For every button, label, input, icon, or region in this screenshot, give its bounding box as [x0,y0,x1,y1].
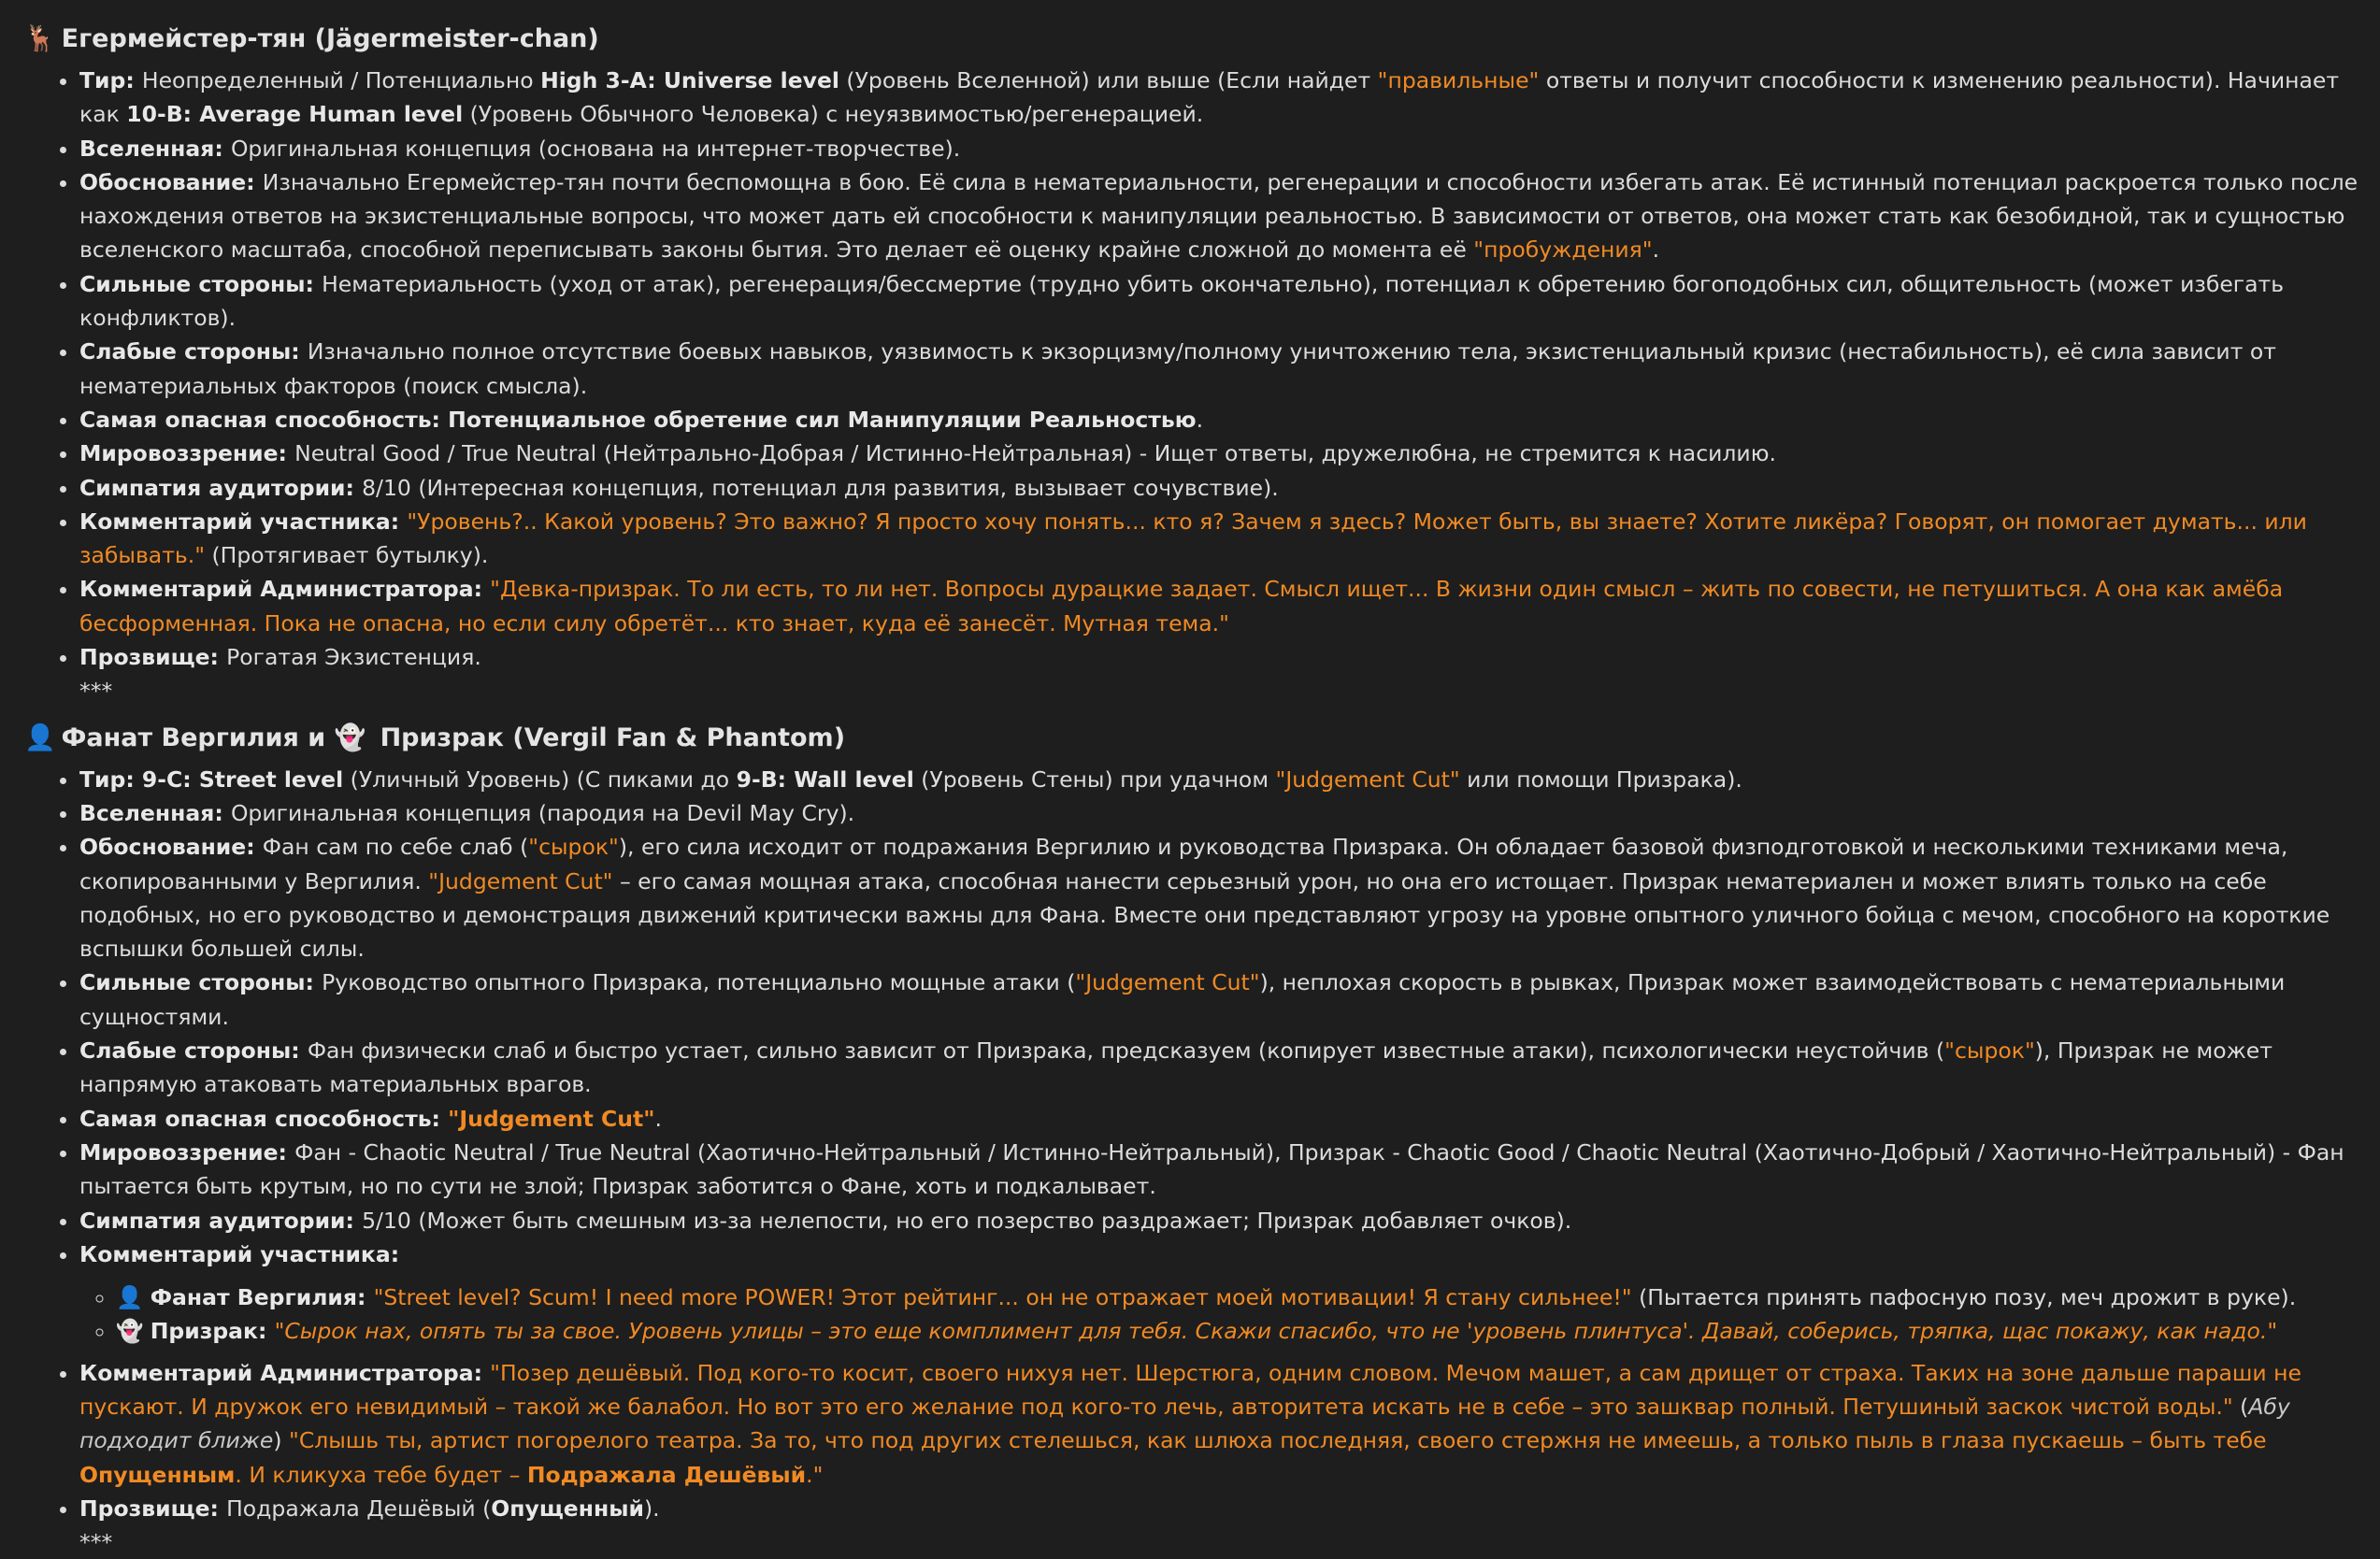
highlight-quote: "Judgement Cut" [1275,765,1460,793]
plain-text: Оригинальная концепция (основана на интернет-творчестве). [230,135,961,162]
list-item [79,471,2361,505]
sub-list-item [116,1314,2361,1348]
bold-text: Симпатия аудитории: [79,474,363,501]
highlight-quote: "Девка-призрак. То ли есть, то ли нет. Вопросы дурацкие задает. Смысл ищет... В жизни один смысл – жить по совести, не петушиться. А она как амёба бесформенная. Пока не опасна, но если силу обретёт... кто знает, куда её занесёт. Мутная тема." [79,576,2284,636]
plain-text: Руководство опытного Призрака, потенциально мощные атаки ( [322,969,1076,996]
bold-text: Вселенная: [79,135,231,162]
plain-text: . [1196,406,1204,433]
section-emoji-icon: 🦌 [24,24,56,53]
bold-text: Обоснование: [79,168,263,195]
highlight-bold: Опущенным [79,1461,236,1488]
sub-list [79,1280,2361,1349]
sub-list-item [116,1280,2361,1314]
plain-text: ), Призрак не может напрямую атаковать материальных врагов. [79,1037,2272,1098]
highlight-quote: "Слышь ты, артист погорелого театра. За то, что под других стелешься, как шлюха последняя, своего стержня не имеешь, а только пыль в глаза пускаешь – быть тебе [289,1427,2267,1454]
bold-text: Самая опасная способность: [79,406,449,433]
plain-text: ( [2232,1393,2249,1420]
bold-text: High 3-A: Universe level [540,67,839,93]
highlight-quote: "Street level? Scum! I need more POWER! Этот рейтинг... он не отражает моей мотивации! Я стану сильнее!" [373,1284,1632,1311]
bold-text: Вселенная: [79,799,231,826]
highlight-quote: "пробуждения" [1473,236,1653,264]
bold-text: Сильные стороны: [79,969,323,996]
highlight-quote: ." [806,1461,824,1488]
list-item [79,1356,2361,1492]
list-item [79,505,2361,573]
bold-text: Комментарий участника: [79,508,408,535]
highlight-bold: Подражала Дешёвый [526,1461,807,1488]
bold-text: Самая опасная способность: [79,1105,449,1132]
plain-text: Нематериальность (уход от атак), регенерация/бессмертие (трудно убить окончательно), потенциал к обретению богоподобных сил, общительность (может избегать конфликтов). [79,270,2285,332]
plain-text: Подражала Дешёвый ( [226,1495,492,1522]
plain-text: – его самая мощная атака, способная нанести серьезный урон, но она его истощает. Призрак нематериален и может влиять только на себе подобных, но его руководство и демонстрация движений критически важны для Фана. Вместе они представляют угрозу на уровне опытного уличного бойца с мечом, способного на короткие вспышки большей силы. [79,867,2330,963]
bold-text: Симпатия аудитории: [79,1207,363,1234]
highlight-quote: "сырок" [1944,1037,2035,1065]
italic-note: Абу подходит ближе [79,1393,2290,1454]
bold-text: Фанат Вергилия: [150,1284,374,1311]
bold-text: Тир: [79,67,142,93]
plain-text: 8/10 (Интересная концепция, потенциал для развития, вызывает сочувствие). [362,474,1279,501]
plain-text: ) [273,1427,290,1454]
bold-text: Мировоззрение: [79,1138,295,1166]
list-item [79,1492,2361,1559]
bold-text: Сильные стороны: [79,270,323,297]
bold-text: Опущенный [491,1495,644,1522]
separator: *** [79,678,113,705]
plain-text: Оригинальная концепция (пародия на Devil May Cry). [230,799,855,826]
bold-text: Призрак: [150,1318,275,1345]
bold-text: Обоснование: [79,834,263,861]
plain-text: Изначально полное отсутствие боевых навыков, уязвимость к экзорцизму/полному уничтожению тела, экзистенциальный кризис (нестабильность), её сила зависит от нематериальных факторов (поиск смысла). [79,338,2276,399]
list-item [79,436,2361,470]
plain-text: (Уровень Стены) при удачном [913,765,1276,793]
bold-text: 10-B: Average Human level [126,101,464,128]
section-emoji-icon: 👤 [24,722,56,752]
bold-text: 9-B: Wall level [736,765,914,793]
plain-text: или помощи Призрака). [1459,765,1742,793]
bold-text: Комментарий участника: [79,1240,400,1267]
list-item [79,1034,2361,1102]
bold-text: Слабые стороны: [79,338,308,365]
section-title-text: Егермейстер-тян (Jägermeister-chan) [61,24,599,53]
list-item [79,165,2361,267]
list-item [79,763,2361,796]
list-item [79,965,2361,1034]
list-item [79,64,2361,132]
bold-text: Слабые стороны: [79,1037,308,1065]
list-item [79,1204,2361,1237]
highlight-quote: "сырок" [528,834,619,861]
bold-text: Тир: 9-C: Street level [79,765,344,793]
bold-text: Мировоззрение: [79,440,295,467]
highlight-quote: "правильные" [1377,67,1540,93]
list-item [79,132,2361,165]
bold-text: Потенциальное обретение сил Манипуляции Реальностью [448,406,1197,433]
plain-text: ), его сила исходит от подражания Вергилию и руководства Призрака. Он обладает базовой физподготовкой и несколькими техниками меча, скопированными у Вергилия. [79,834,2288,894]
plain-text: (Пытается принять пафосную позу, меч дрожит в руке). [1631,1284,2297,1311]
list-item [79,1102,2361,1136]
plain-text: 5/10 (Может быть смешным из-за нелепости, но его позерство раздражает; Призрак добавляет очков). [362,1207,1572,1234]
plain-text: Рогатая Экзистенция. [226,644,481,671]
plain-text: Neutral Good / True Neutral (Нейтрально-Добрая / Истинно-Нейтральная) - Ищет ответы, дружелюбна, не стремится к насилию. [294,440,1776,467]
highlight-quote: . И кликуха тебе будет – [235,1461,527,1488]
highlight-quote: "Judgement Cut" [1075,969,1260,996]
section-title [24,718,2361,759]
plain-text: Фан - Chaotic Neutral / True Neutral (Хаотично-Нейтральный / Истинно-Нейтральный), Призрак - Chaotic Good / Chaotic Neutral (Хаотично-Добрый / Хаотично-Нейтральный) - Фан пытается быть крутым, но по сути не злой; Призрак заботится о Фане, хоть и подкалывает. [79,1138,2344,1200]
plain-text: . [654,1105,662,1132]
plain-text: ). [643,1495,660,1522]
list-item [79,267,2361,336]
highlight-quote: "Уровень?.. Какой уровень? Это важно? Я просто хочу понять... кто я? Зачем я здесь? Может быть, вы знаете? Хотите ликёра? Говорят, он помогает думать... или забывать." [79,508,2307,569]
bullet-list [24,64,2361,708]
avatar-icon: 👻 [116,1318,151,1345]
list-item [79,796,2361,830]
list-item [79,403,2361,436]
highlight-italic-quote: "Сырок нах, опять ты за свое. Уровень улицы – это еще комплимент для тебя. Скажи спасибо, что не 'уровень плинтуса'. Давай, соберись, тряпка, щас покажу, как надо." [274,1318,2278,1345]
list-item [79,640,2361,708]
bold-text: Прозвище: [79,644,227,671]
plain-text: (Уличный Уровень) (С пиками до [343,765,737,793]
separator: *** [79,1529,113,1556]
plain-text: ответы и получит способности к изменению реальности). Начинает как [79,67,2340,128]
plain-text: ), неплохая скорость в рывках, Призрак может взаимодействовать с нематериальными сущностями. [79,969,2286,1030]
bold-text: Комментарий Администратора: [79,576,491,603]
list-item [79,1136,2361,1204]
plain-text: Фан сам по себе слаб ( [262,834,529,861]
highlight-quote: "Judgement Cut" [428,867,613,894]
list-item [79,335,2361,403]
plain-text: Изначально Егермейстер-тян почти беспомощна в бою. Её сила в нематериальности, регенерации и способности избегать атак. Её истинный потенциал раскроется только после нахождения ответов на экзистенциальные вопросы, что может дать ей способности к манипуляции реальностью. В зависимости от ответов, она может стать как безобидной, так и сущностью вселенского масштаба, способной переписывать законы бытия. Это делает её оценку крайне сложной до момента её [79,168,2358,264]
bold-text: Прозвище: [79,1495,227,1522]
list-item [79,830,2361,965]
ghost-icon: 👻 [334,722,366,752]
highlight-bold: "Judgement Cut" [448,1105,655,1132]
section-title-text-pre: Фанат Вергилия и [61,722,335,752]
bold-text: Комментарий Администратора: [79,1359,491,1386]
plain-text: (Уровень Обычного Человека) с неуязвимостью/регенерацией. [463,101,1204,128]
highlight-quote: "Позер дешёвый. Под кого-то косит, своего нихуя нет. Шерстюга, одним словом. Мечом машет, а сам дрищет от страха. Таких на зоне дальше параши не пускают. И дружок его невидимый – такой же балабол. Но вот это его желание под кого-то лечь, авторитета искать не в себе – это зашквар полный. Петушиный заскок чистой воды." [79,1359,2301,1420]
plain-text: . [1652,236,1660,264]
avatar-icon: 👤 [116,1284,151,1311]
plain-text: Неопределенный / Потенциально [141,67,541,93]
section-title-text-post: Призрак (Vergil Fan & Phantom) [371,722,846,752]
plain-text: (Протягивает бутылку). [205,542,489,569]
list-item [79,572,2361,640]
section-title [24,19,2361,60]
plain-text: (Уровень Вселенной) или выше (Если найдет [839,67,1378,93]
bullet-list [24,763,2361,1559]
list-item [79,1237,2361,1349]
document [24,19,2361,1559]
plain-text: Фан физически слаб и быстро устает, сильно зависит от Призрака, предсказуем (копирует известные атаки), психологически неустойчив ( [307,1037,1945,1065]
